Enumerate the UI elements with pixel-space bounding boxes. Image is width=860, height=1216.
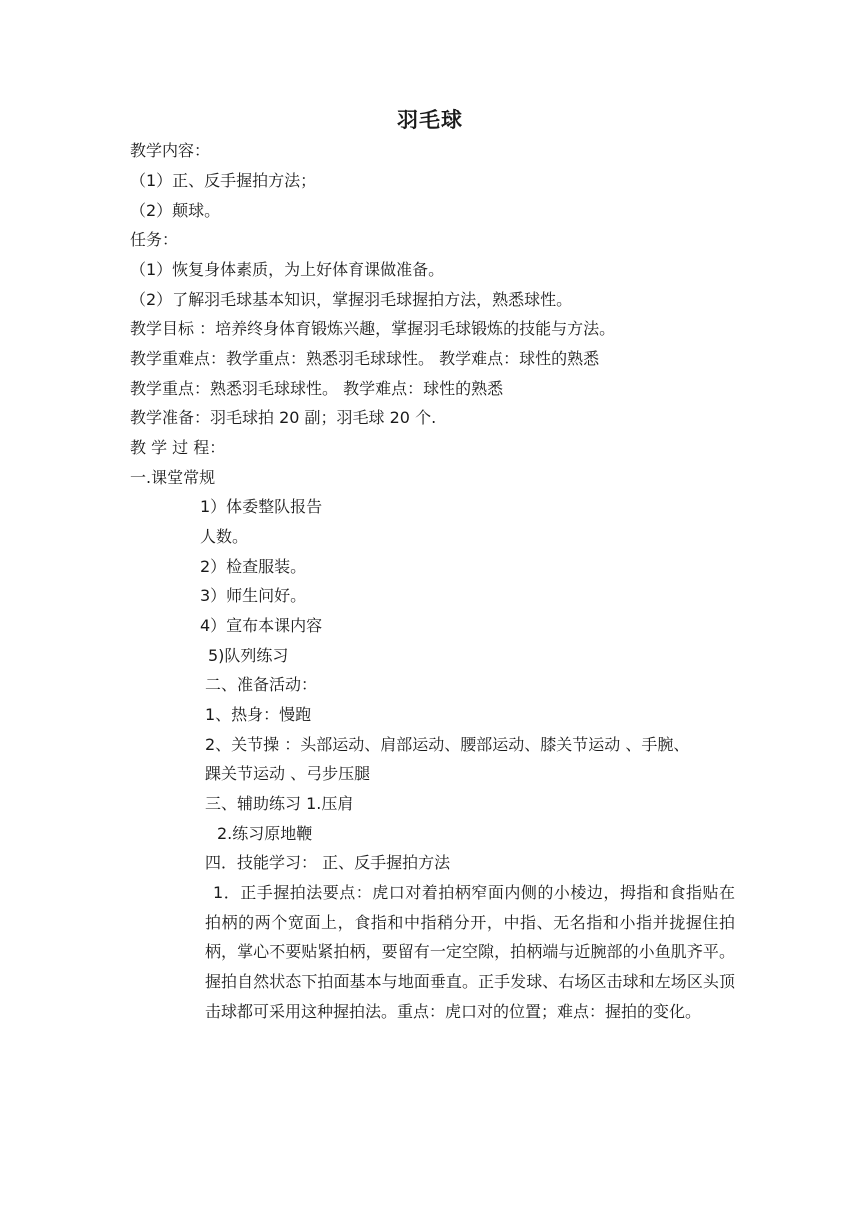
section-3-heading: 三、辅助练习 1.压肩 [205, 794, 354, 813]
routine-item-1: 1）体委整队报告 [200, 497, 323, 516]
teaching-goal: 教学目标 ：培养终身体育锻炼兴趣，掌握羽毛球锻炼的技能与方法。 [130, 319, 616, 338]
assist-item-2: 2.练习原地鞭 [217, 824, 313, 843]
routine-item-5: 5)队列练习 [208, 646, 289, 665]
section-4-heading: 四．技能学习： 正、反手握拍方法 [205, 853, 451, 872]
task-heading: 任务： [130, 230, 179, 249]
task-item-2: （2）了解羽毛球基本知识，掌握羽毛球握拍方法，熟悉球性。 [130, 290, 573, 309]
content-item-1: （1）正、反手握拍方法； [130, 171, 317, 190]
task-item-1: （1）恢复身体素质，为上好体育课做准备。 [130, 260, 445, 279]
routine-item-3: 3）师生问好。 [200, 586, 307, 605]
process-heading: 教 学 过 程： [130, 438, 226, 457]
teaching-preparation: 教学准备：羽毛球拍 20 副；羽毛球 20 个. [130, 408, 437, 427]
doc-title: 羽毛球 [397, 108, 463, 132]
content-item-2: （2）颠球。 [130, 201, 221, 220]
routine-item-2: 2）检查服装。 [200, 557, 307, 576]
warmup-item-2: 2、关节操 ：头部运动、肩部运动、腰部运动、膝关节运动 、手腕、 [205, 735, 690, 754]
section-1-heading: 一.课堂常规 [130, 468, 216, 487]
key-difficult-points: 教学重难点：教学重点：熟悉羽毛球球性。 教学难点：球性的熟悉 [130, 349, 600, 368]
routine-item-4: 4）宣布本课内容 [200, 616, 323, 635]
section-2-heading: 二、准备活动： [205, 675, 318, 694]
grip-method-paragraph: 1．正手握拍法要点：虎口对着拍柄窄面内侧的小棱边，拇指和食指贴在拍柄的两个宽面上，食指和中指稍分开，中指、无名指和小指并拢握住拍柄，掌心不要贴紧拍柄，要留有一定空隙，拍柄端与近腕部的小鱼肌齐平。握拍自然状态下拍面基本与地面垂直。正手发球、右场区击球和左场区头顶击球都可采用这种握拍法。重点：虎口对的位置；难点：握拍的变化。 [205, 883, 735, 1021]
teaching-content-heading: 教学内容： [130, 141, 211, 160]
warmup-item-2-cont: 踝关节运动 、弓步压腿 [205, 764, 371, 783]
key-points: 教学重点：熟悉羽毛球球性。 教学难点：球性的熟悉 [130, 379, 504, 398]
warmup-item-1: 1、热身：慢跑 [205, 705, 312, 724]
routine-item-1-cont: 人数。 [200, 527, 249, 546]
